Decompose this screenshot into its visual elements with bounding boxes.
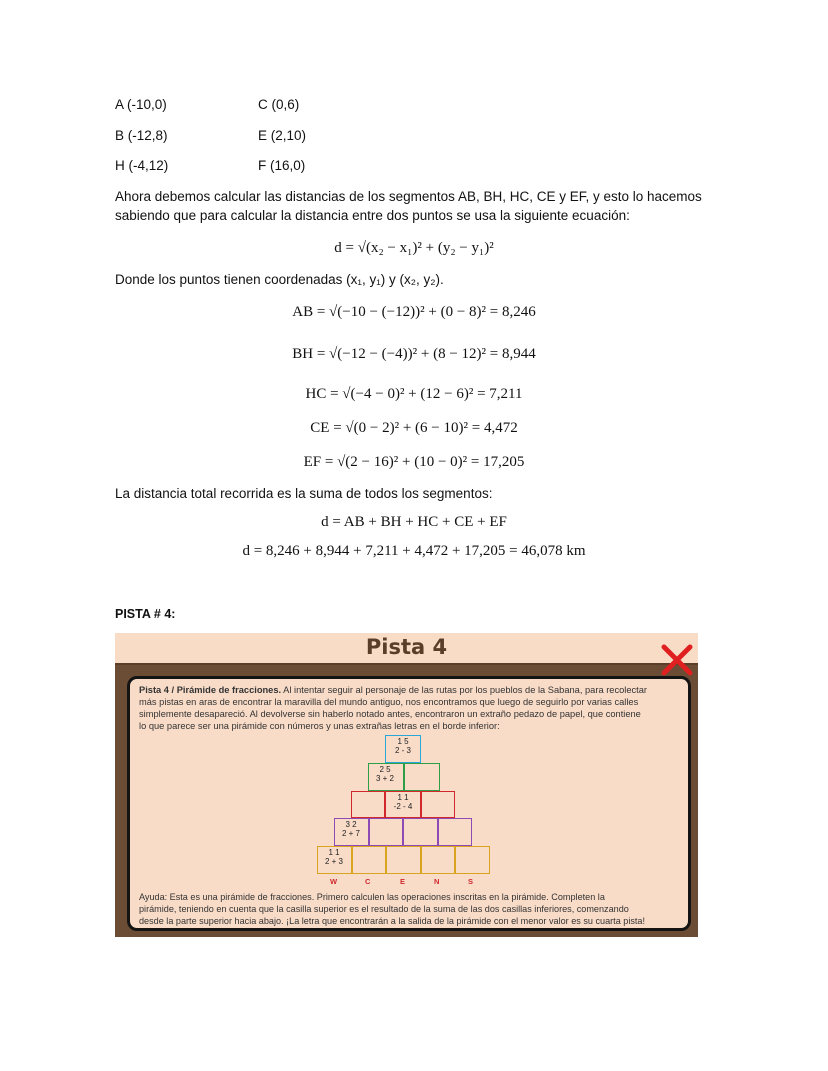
equation-ab: AB = √(−10 − (−12))² + (0 − 8)² = 8,246	[292, 304, 536, 320]
pyramid-cell	[386, 846, 421, 874]
pyramid-cell	[438, 818, 472, 846]
letter-c: C	[365, 877, 371, 886]
pista-heading: PISTA # 4:	[115, 607, 176, 621]
letter-e: E	[400, 877, 406, 886]
pyramid-cell	[403, 818, 438, 846]
panel-lead: Pista 4 / Pirámide de fracciones.	[139, 685, 282, 695]
help-text	[139, 891, 684, 927]
pyramid-cell	[351, 791, 385, 818]
panel-text-line3: simplemente desapareció. Al devolverse sin haberlo notado antes, encontraron un extraño pedazo de papel, que contiene	[139, 709, 641, 719]
equation-ce: CE = √(0 − 2)² + (6 − 10)² = 4,472	[310, 420, 518, 436]
panel-title: Pista 4	[365, 635, 448, 659]
equation-hc: HC = √(−4 − 0)² + (12 − 6)² = 7,211	[305, 386, 523, 402]
total-distance-intro: La distancia total recorrida es la suma de todos los segmentos:	[115, 486, 493, 501]
fraction-row3: 1 1 -2 - 4	[393, 793, 413, 811]
panel-body	[127, 676, 691, 931]
intro-paragraph-line1: Ahora debemos calcular las distancias de los segmentos AB, BH, HC, CE y EF, y esto lo hacemos	[115, 189, 702, 204]
point-h: H (-4,12)	[115, 158, 169, 173]
pyramid-cell	[404, 763, 440, 791]
fraction-row2: 2 5 3 + 2	[375, 765, 394, 783]
point-c: C (0,6)	[258, 97, 300, 112]
equation-ef: EF = √(2 − 16)² + (10 − 0)² = 17,205	[303, 454, 525, 470]
panel-text-line2: más pistas en aras de encontrar la maravilla del mundo antiguo, nos encontramos que luego de seguirlo por varias calles	[139, 697, 639, 707]
point-a: A (-10,0)	[115, 97, 167, 112]
point-f: F (16,0)	[258, 158, 306, 173]
letter-s: S	[468, 877, 474, 886]
help-line3: desde la parte superior hacia abajo. ¡La letra que encontrarán a la salida de la pirámide con el menor valor es su cuarta pista!	[139, 916, 646, 926]
point-e: E (2,10)	[258, 128, 307, 143]
pyramid-cell	[352, 846, 386, 874]
letter-w: W	[330, 877, 338, 886]
pista-4-panel	[115, 633, 698, 937]
point-b: B (-12,8)	[115, 128, 168, 143]
fraction-row5: 1 1 2 + 3	[324, 848, 343, 866]
help-line2: pirámide, teniendo en cuenta que la casilla superior es el resultado de la suma de las dos casillas inferiores, comenzando	[139, 904, 629, 914]
pyramid-cell	[455, 846, 490, 874]
coordinates-note: Donde los puntos tienen coordenadas (x₁, y₁) y (x₂, y₂).	[115, 272, 444, 287]
pyramid-cell	[421, 846, 455, 874]
fraction-row4: 3 2 2 + 7	[341, 820, 360, 838]
close-icon[interactable]	[660, 643, 694, 677]
sum-value: d = 8,246 + 8,944 + 7,211 + 4,472 + 17,205 = 46,078 km	[242, 543, 586, 559]
pyramid-cell	[369, 818, 403, 846]
panel-header	[115, 633, 698, 665]
equation-bh: BH = √(−12 − (−4))² + (8 − 12)² = 8,944	[292, 346, 536, 362]
help-line1: Ayuda: Esta es una pirámide de fracciones. Primero calculen las operaciones inscritas en la pirámide. Completen la	[139, 892, 605, 902]
fraction-top: 1 5 2 - 3	[394, 737, 411, 755]
panel-text-line4: lo que parece ser una pirámide con números y unas extrañas letras en el borde inferior:	[139, 721, 500, 731]
sum-formula: d = AB + BH + HC + CE + EF	[321, 514, 507, 530]
intro-paragraph-line2: sabiendo que para calcular la distancia entre dos puntos se usa la siguiente ecuación:	[115, 208, 630, 223]
pyramid-cell	[421, 791, 455, 818]
panel-text	[139, 684, 684, 732]
distance-formula: d = √(x₂ − x₁)² + (y₂ − y₁)²	[334, 240, 494, 256]
letter-n: N	[434, 877, 440, 886]
panel-text-line1: Al intentar seguir al personaje de las rutas por los pueblos de la Sabana, para recolectar	[281, 685, 648, 695]
